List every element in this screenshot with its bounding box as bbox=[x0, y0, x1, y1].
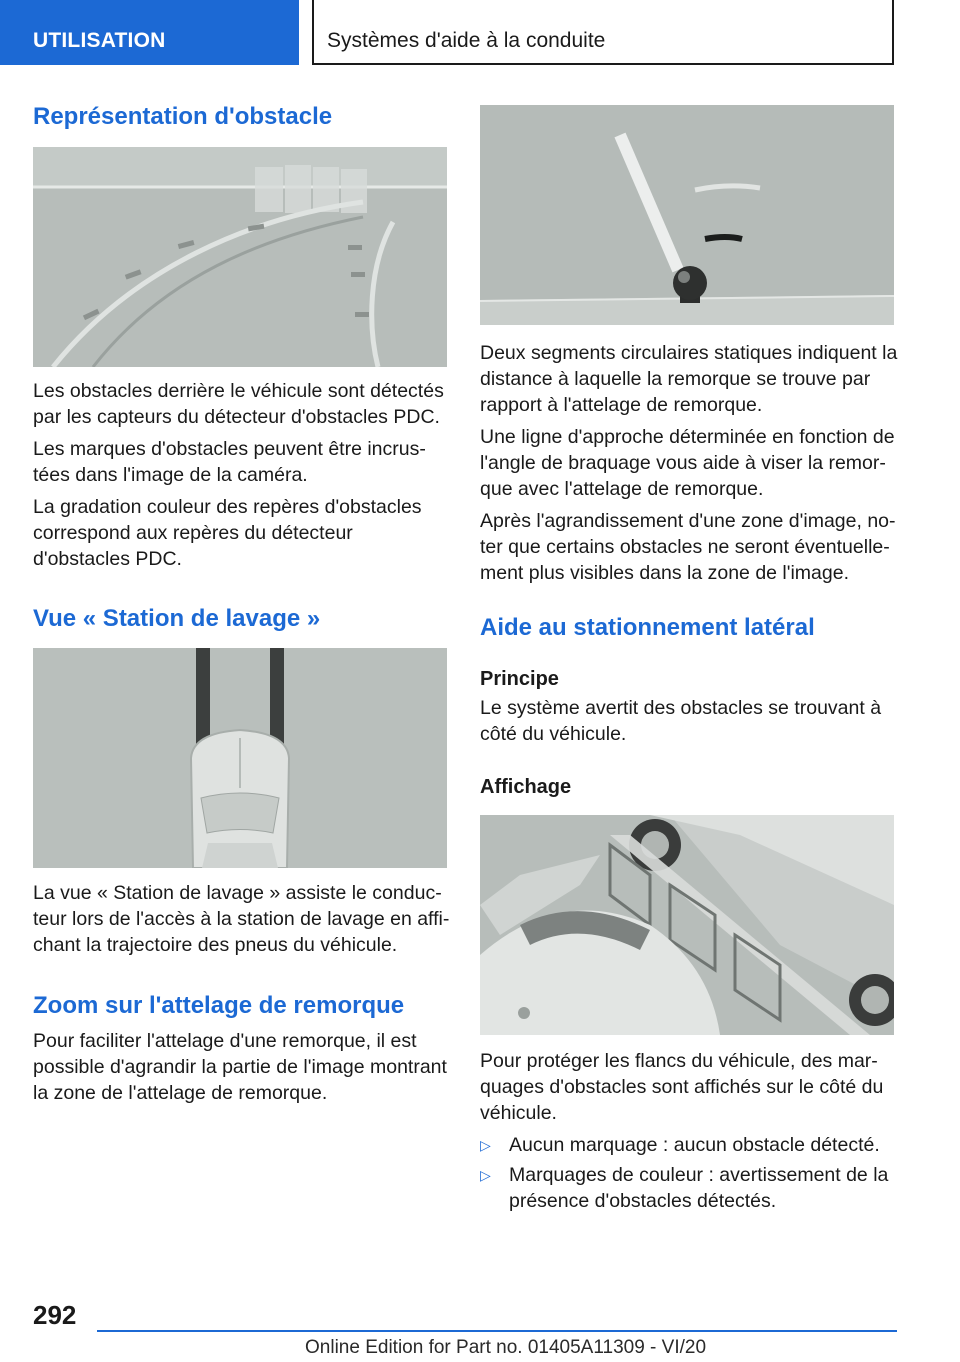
paragraph: Les obstacles derrière le véhicule sont détectés par les capteurs du détecteur d'obstacles PDC. bbox=[33, 380, 444, 428]
chapter-title: Systèmes d'aide à la conduite bbox=[327, 29, 606, 52]
bullet-text: Marquages de couleur : avertissement de la présence d'obstacles détectés. bbox=[509, 1164, 889, 1212]
paragraph: Après l'agrandissement d'une zone d'image, no‐ ter que certains obstacles ne seront éventuelle‐ ment plus visibles dans la zone de l'image. bbox=[480, 510, 896, 584]
paragraph: La vue « Station de lavage » assiste le conduc‐ teur lors de l'accès à la station de lavage en affi‐ chant la trajectoire des pneus du véhicule. bbox=[33, 882, 450, 956]
bullet-text: Aucun marquage : aucun obstacle détecté. bbox=[509, 1134, 880, 1156]
side-parking-illustration bbox=[480, 815, 894, 1035]
heading-zoom: Zoom sur l'attelage de remorque bbox=[33, 992, 405, 1019]
hitch-illustration bbox=[480, 105, 894, 325]
paragraph: Une ligne d'approche déterminée en fonction de l'angle de braquage vous aide à viser la remor‐ que avec l'attelage de remorque. bbox=[480, 426, 895, 500]
triangle-bullet-icon: ▷ bbox=[480, 1167, 491, 1183]
zoom-text bbox=[33, 1028, 453, 1106]
heading-lavage-wrap bbox=[33, 605, 453, 633]
paragraph: Le système avertit des obstacles se trouvant à côté du véhicule. bbox=[480, 697, 882, 745]
paragraph: Pour protéger les flancs du véhicule, des mar‐ quages d'obstacles sont affichés sur le côté du véhicule. bbox=[480, 1050, 884, 1124]
heading-obstacle-wrap bbox=[33, 103, 453, 131]
obstacle-camera-image bbox=[33, 147, 447, 367]
triangle-bullet-icon: ▷ bbox=[480, 1137, 491, 1153]
heading-principe: Principe bbox=[480, 668, 559, 690]
obstacle-text bbox=[33, 378, 453, 572]
footer-divider bbox=[97, 1330, 897, 1332]
heading-affichage: Affichage bbox=[480, 776, 572, 798]
paragraph: Deux segments circulaires statiques indiquent la distance à laquelle la remorque se trouve par rapport à l'attelage de remorque. bbox=[480, 342, 898, 416]
paragraph: Pour faciliter l'attelage d'une remorque, il est possible d'agrandir la partie de l'image montrant la zone de l'attelage de remorque. bbox=[33, 1030, 447, 1104]
bullet-item bbox=[480, 1132, 900, 1158]
principe-section bbox=[480, 668, 900, 747]
heading-zoom-wrap bbox=[33, 992, 453, 1020]
footer-edition: Online Edition for Part no. 01405A11309 - VI/20 bbox=[305, 1337, 707, 1358]
heading-lateral: Aide au stationnement latéral bbox=[480, 614, 815, 641]
affichage-heading-wrap bbox=[480, 776, 900, 799]
car-wash-view-image bbox=[33, 648, 447, 868]
lavage-text bbox=[33, 880, 453, 958]
page-number: 292 bbox=[33, 1300, 77, 1330]
affichage-text bbox=[480, 1048, 900, 1126]
section-label: UTILISATION bbox=[33, 29, 166, 52]
chapter-header bbox=[312, 0, 894, 65]
paragraph: Les marques d'obstacles peuvent être incrus‐ tées dans l'image de la caméra. bbox=[33, 438, 426, 486]
car-wash-illustration bbox=[33, 648, 447, 868]
bullet-item bbox=[480, 1162, 900, 1214]
heading-obstacle: Représentation d'obstacle bbox=[33, 103, 333, 130]
side-parking-image bbox=[480, 815, 894, 1035]
section-tab bbox=[0, 0, 299, 65]
hitch-text bbox=[480, 340, 900, 586]
paragraph: La gradation couleur des repères d'obstacles correspond aux repères du détecteur d'obstacles PDC. bbox=[33, 496, 422, 570]
heading-lateral-wrap bbox=[480, 614, 900, 642]
heading-lavage: Vue « Station de lavage » bbox=[33, 605, 321, 632]
hitch-zoom-image bbox=[480, 105, 894, 325]
obstacle-illustration bbox=[33, 147, 447, 367]
